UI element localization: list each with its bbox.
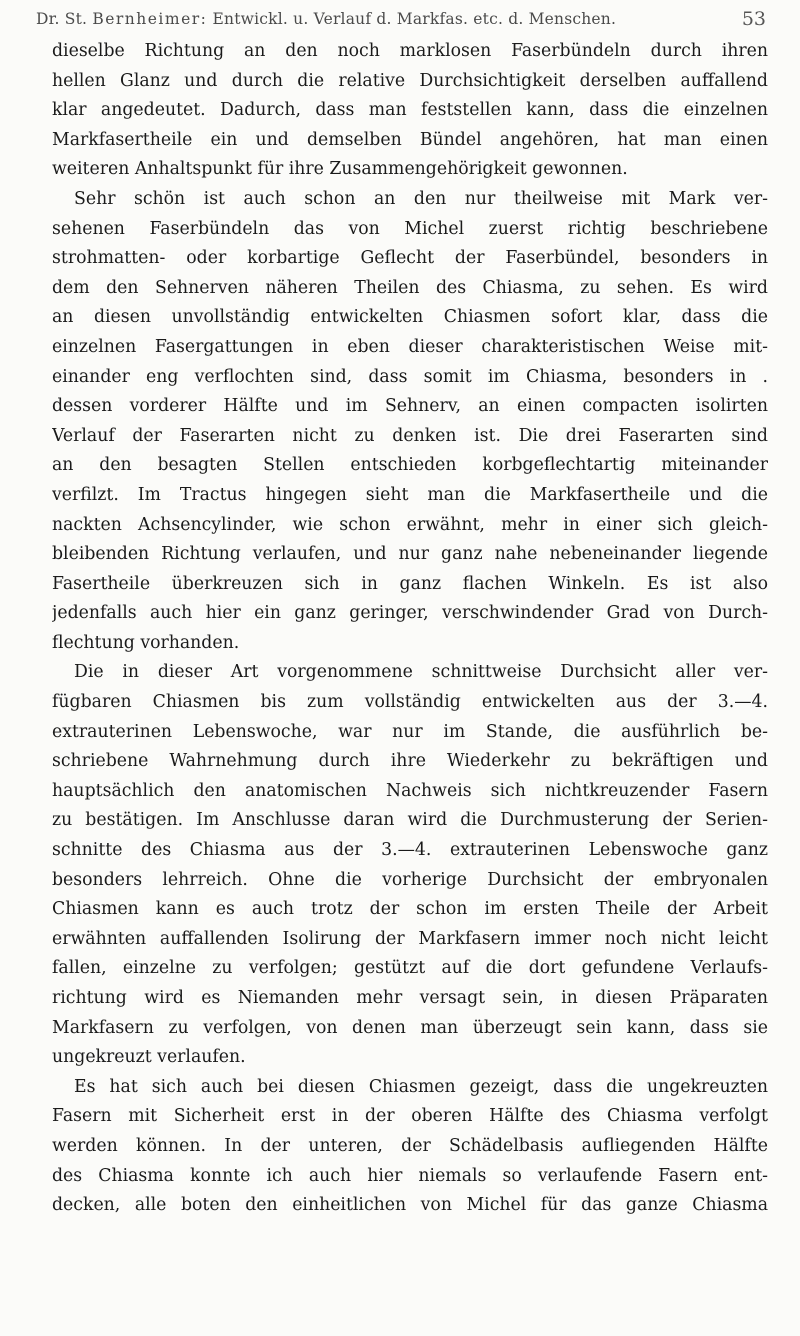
text-line: besonders lehrreich. Ohne die vorherige Durchsicht der embryonalen xyxy=(52,869,768,890)
text-line: hauptsächlich den anatomischen Nachweis sich nichtkreuzender Fasern xyxy=(52,780,768,801)
text-line: dessen vorderer Hälfte und im Sehnerv, an einen compacten isolirten xyxy=(52,396,768,417)
text-line: fügbaren Chiasmen bis zum vollständig entwickelten aus der 3.—4. xyxy=(52,692,768,713)
header-author-name: Bernheimer: xyxy=(92,10,208,28)
text-line: einzelnen Fasergattungen in eben dieser charakteristischen Weise mit- xyxy=(52,336,768,357)
text-line: flechtung vorhanden. xyxy=(52,632,240,653)
text-line: dieselbe Richtung an den noch marklosen Faserbündeln durch ihren xyxy=(52,41,768,61)
text-line: werden können. In der unteren, der Schädelbasis aufliegenden Hälfte xyxy=(52,1135,768,1156)
text-line: Fasertheile überkreuzen sich in ganz flachen Winkeln. Es ist also xyxy=(52,573,768,594)
header-citation xyxy=(36,4,616,34)
text-line: fallen, einzelne zu verfolgen; gestützt auf die dort gefundene Verlaufs- xyxy=(52,958,768,979)
text-line: dem den Sehnerven näheren Theilen des Chiasma, zu sehen. Es wird xyxy=(52,277,768,298)
page-number: 53 xyxy=(741,8,766,30)
running-header xyxy=(36,4,766,34)
text-line: Chiasmen kann es auch trotz der schon im ersten Theile der Arbeit xyxy=(52,899,768,920)
text-line: extrauterinen Lebenswoche, war nur im Stande, die ausführlich be- xyxy=(52,721,768,742)
text-line: Sehr schön ist auch schon an den nur theilweise mit Mark ver- xyxy=(74,188,768,209)
text-line: des Chiasma konnte ich auch hier niemals so verlaufende Fasern ent- xyxy=(52,1165,768,1186)
text-line: Fasern mit Sicherheit erst in der oberen Hälfte des Chiasma verfolgt xyxy=(52,1106,768,1127)
text-line: jedenfalls auch hier ein ganz geringer, verschwindender Grad von Durch- xyxy=(52,603,768,624)
text-line: bleibenden Richtung verlaufen, und nur ganz nahe nebeneinander liegende xyxy=(52,544,768,565)
text-line: Verlauf der Faserarten nicht zu denken ist. Die drei Faserarten sind xyxy=(52,425,768,446)
text-line: Es hat sich auch bei diesen Chiasmen gezeigt, dass die ungekreuzten xyxy=(74,1076,768,1097)
text-line: an diesen unvollständig entwickelten Chiasmen sofort klar, dass die xyxy=(52,307,768,328)
text-line: ungekreuzt verlaufen. xyxy=(52,1047,246,1068)
text-line: hellen Glanz und durch die relative Durchsichtigkeit derselben auffallend xyxy=(52,70,768,91)
text-line: Die in dieser Art vorgenommene schnittweise Durchsicht aller ver- xyxy=(74,662,768,683)
text-line: strohmatten- oder korbartige Geflecht der Faserbündel, besonders in xyxy=(52,248,768,269)
text-line: nackten Achsencylinder, wie schon erwähnt, mehr in einer sich gleich- xyxy=(52,514,768,535)
header-title: Entwickl. u. Verlauf d. Markfas. etc. d. Menschen. xyxy=(212,10,617,28)
text-line: an den besagten Stellen entschieden korbgeflechtartig miteinander xyxy=(52,455,768,476)
text-line: klar angedeutet. Dadurch, dass man feststellen kann, dass die einzelnen xyxy=(52,100,768,121)
text-line: Markfasern zu verfolgen, von denen man überzeugt sein kann, dass sie xyxy=(52,1017,768,1038)
text-line: richtung wird es Niemanden mehr versagt sein, in diesen Präparaten xyxy=(52,988,768,1008)
header-author-prefix: Dr. St. xyxy=(36,10,88,28)
text-line: sehenen Faserbündeln das von Michel zuerst richtig beschriebene xyxy=(52,218,768,239)
text-line: Markfasertheile ein und demselben Bündel angehören, hat man einen xyxy=(52,129,768,150)
text-line: zu bestätigen. Im Anschlusse daran wird die Durchmusterung der Serien- xyxy=(52,810,768,831)
text-line: decken, alle boten den einheitlichen von Michel für das ganze Chiasma xyxy=(52,1195,768,1216)
text-line: erwähnten auffallenden Isolirung der Markfasern immer noch nicht leicht xyxy=(52,928,768,949)
text-line: verfilzt. Im Tractus hingegen sieht man die Markfasertheile und die xyxy=(52,484,768,505)
text-line: weiteren Anhaltspunkt für ihre Zusammengehörigkeit gewonnen. xyxy=(52,159,628,180)
text-line: schriebene Wahrnehmung durch ihre Wiederkehr zu bekräftigen und xyxy=(52,751,768,772)
text-line: einander eng verflochten sind, dass somit im Chiasma, besonders in . xyxy=(52,366,768,387)
text-line: schnitte des Chiasma aus der 3.—4. extrauterinen Lebenswoche ganz xyxy=(52,840,768,861)
body-text xyxy=(52,37,768,1221)
